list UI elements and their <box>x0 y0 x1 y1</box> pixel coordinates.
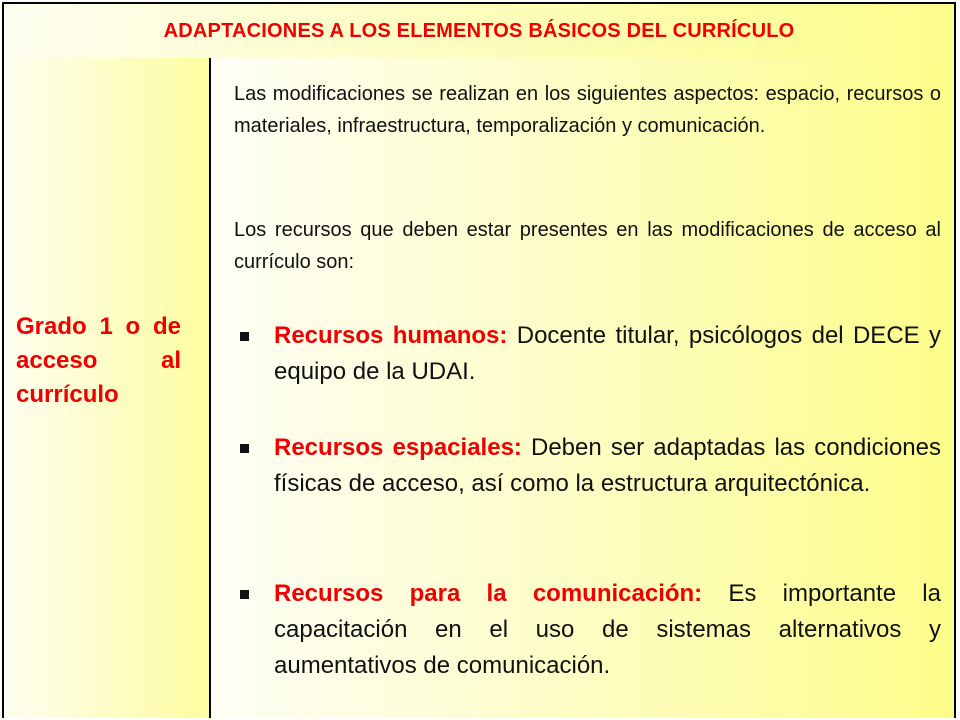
curriculum-table <box>2 2 956 718</box>
list-item-term: Recursos espaciales: <box>274 434 522 461</box>
table-title: ADAPTACIONES A LOS ELEMENTOS BÁSICOS DEL CURRÍCULO <box>163 19 795 42</box>
list-item-text <box>274 318 941 390</box>
list-item-communication-resources <box>234 576 941 684</box>
list-item-term: Recursos para la comunicación: <box>274 580 703 607</box>
list-item-text <box>274 430 941 502</box>
list-item-spatial-resources <box>234 430 941 502</box>
list-item-human-resources <box>234 318 941 390</box>
resources-paragraph: Los recursos que deben estar presentes en las modificaciones de acceso al currículo son: <box>234 219 941 273</box>
square-bullet-icon <box>240 444 249 453</box>
list-item-description: Deben ser adaptadas las condiciones físicas de acceso, así como la estructura arquitectónica. <box>274 434 941 497</box>
grade-cell <box>4 58 211 718</box>
list-item-text <box>274 576 941 684</box>
list-item-term: Recursos humanos: <box>274 322 508 349</box>
list-item-description: Es importante la capacitación en el uso de sistemas alternativos y aumentativos de comunicación. <box>274 580 941 679</box>
square-bullet-icon <box>240 590 249 599</box>
description-cell <box>211 58 954 718</box>
grade-label: Grado 1 o de acceso al currículo <box>16 313 181 408</box>
square-bullet-icon <box>240 332 249 341</box>
table-header <box>4 4 954 60</box>
list-item-description: Docente titular, psicólogos del DECE y equipo de la UDAI. <box>274 322 942 385</box>
intro-paragraph: Las modificaciones se realizan en los siguientes aspectos: espacio, recursos o materiales, infraestructura, temporalización y comunicación. <box>234 83 941 137</box>
